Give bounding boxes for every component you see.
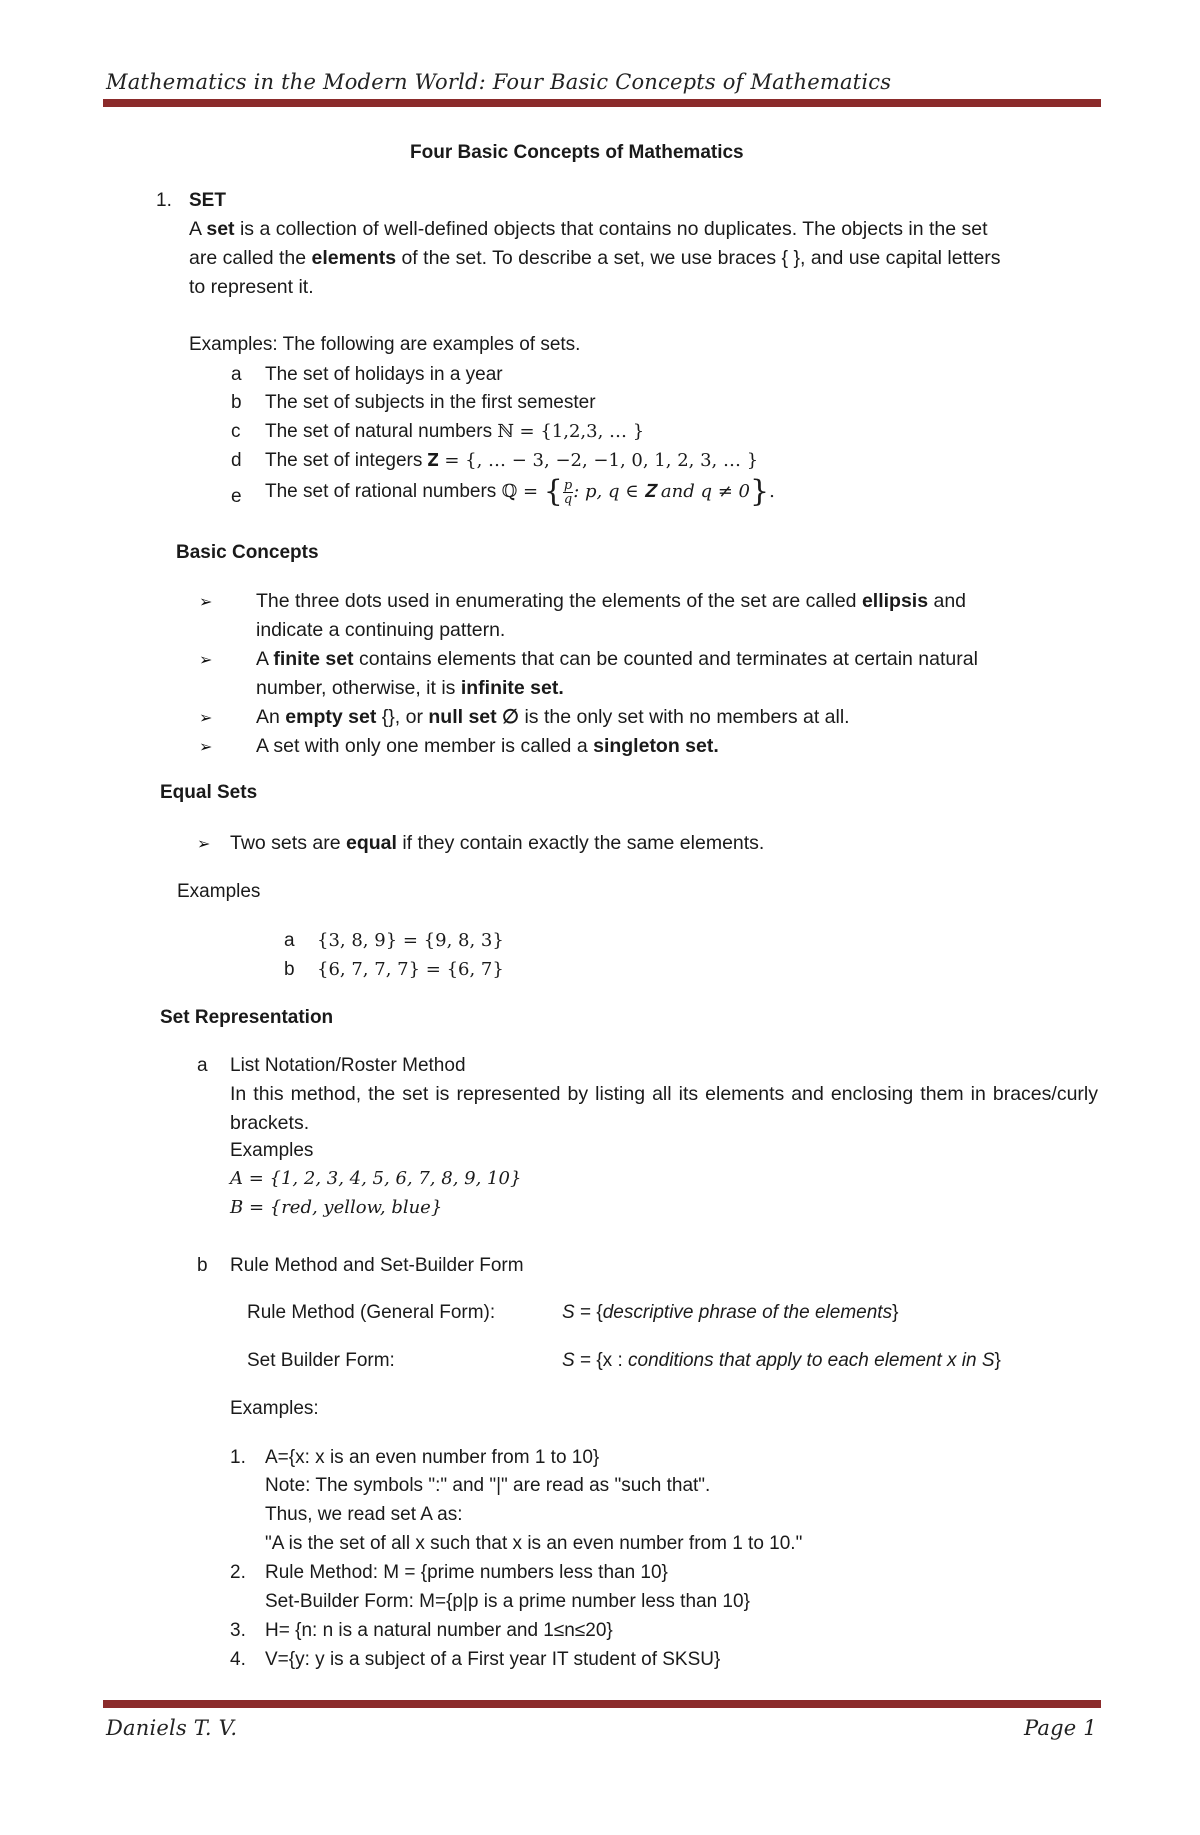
bullet-ellipsis: The three dots used in enumerating the elements of the set are called ellipsis and indicate a continuing pattern.	[256, 590, 967, 641]
list-item-number: 2.	[230, 1562, 246, 1583]
example-letter: b	[231, 392, 242, 413]
set-builder-label: Set Builder Form:	[247, 1350, 395, 1371]
bullet-finite-set: A finite set contains elements that can be counted and terminates at certain natural number, otherwise, it is infinite set.	[256, 648, 978, 699]
list-item: A={x: x is an even number from 1 to 10}	[265, 1447, 600, 1468]
example-text: The set of subjects in the first semester	[265, 392, 596, 413]
roster-example-b: B = {red, yellow, blue}	[230, 1197, 443, 1218]
bullet-equal: Two sets are equal if they contain exactly the same elements.	[230, 832, 765, 854]
section-heading-equal-sets: Equal Sets	[160, 782, 258, 803]
example-letter: a	[284, 930, 295, 951]
example-text: The set of integers 𝐙 = {, … − 3, −2, −1, 0, 1, 2, 3, … }	[265, 450, 759, 471]
footer-rule	[103, 1700, 1101, 1708]
bullet-empty-set: An empty set {}, or null set ∅ is the only set with no members at all.	[256, 706, 850, 728]
example-text: The set of holidays in a year	[265, 364, 503, 385]
set-builder-value: S = {x : conditions that apply to each element x in S}	[562, 1350, 1001, 1371]
note-line: Note: The symbols ":" and "|" are read as "such that".	[265, 1475, 711, 1496]
example-letter: a	[231, 364, 242, 385]
subsection-letter: b	[197, 1255, 208, 1276]
list-item: Rule Method: M = {prime numbers less than 10}	[265, 1562, 668, 1583]
subsection-title-rule: Rule Method and Set-Builder Form	[230, 1255, 524, 1276]
list-item-number: 3.	[230, 1620, 246, 1641]
section-heading-basic-concepts: Basic Concepts	[176, 542, 319, 563]
list-item-continuation: Set-Builder Form: M={p|p is a prime number less than 10}	[265, 1591, 750, 1612]
section-heading-set-representation: Set Representation	[160, 1007, 334, 1028]
bullet-singleton-set: A set with only one member is called a singleton set.	[256, 735, 719, 757]
list-item: V={y: y is a subject of a First year IT student of SKSU}	[265, 1649, 721, 1670]
example-letter: d	[231, 450, 242, 471]
equal-examples-label: Examples	[177, 881, 261, 902]
roster-example-a: A = {1, 2, 3, 4, 5, 6, 7, 8, 9, 10}	[230, 1168, 522, 1189]
roster-description: In this method, the set is represented by listing all its elements and enclosing them in braces/curly brackets.	[230, 1083, 1098, 1134]
rule-method-label: Rule Method (General Form):	[247, 1302, 496, 1323]
arrow-bullet-icon: ➢	[199, 710, 213, 727]
running-header: Mathematics in the Modern World: Four Basic Concepts of Mathematics	[106, 70, 892, 94]
rational-formula: ℚ = { $\frac{p}{q}$ : p, q ∈ 𝐙 and q ≠ 0}.	[501, 474, 775, 509]
page-title: Four Basic Concepts of Mathematics	[410, 142, 744, 163]
example-letter: c	[231, 421, 241, 442]
equal-example-math: {3, 8, 9} = {9, 8, 3}	[317, 930, 504, 951]
example-text: The set of natural numbers ℕ = {1,2,3, … }	[265, 421, 645, 442]
example-text: The set of rational numbers ℚ = { $\frac{p}{q}$ : p, q ∈ 𝐙 and q ≠ 0}.	[265, 474, 775, 509]
list-item-number: 4.	[230, 1649, 246, 1670]
arrow-bullet-icon: ➢	[199, 594, 213, 611]
rule-method-value: S = {descriptive phrase of the elements}	[562, 1302, 899, 1323]
arrow-bullet-icon: ➢	[199, 739, 213, 756]
example-letter: e	[231, 486, 242, 507]
note-line: Thus, we read set A as:	[265, 1504, 463, 1525]
section-number: 1.	[156, 190, 172, 211]
subsection-letter: a	[197, 1055, 208, 1076]
set-definition: A set is a collection of well-defined objects that contains no duplicates. The objects in the set are called the elements of the set. To describe a set, we use braces { }, and use capital letters to represent it.	[189, 218, 1001, 298]
header-rule	[103, 99, 1101, 107]
rule-examples-label: Examples:	[230, 1398, 319, 1419]
section-heading-set: SET	[189, 190, 226, 211]
arrow-bullet-icon: ➢	[199, 652, 213, 669]
note-line: "A is the set of all x such that x is an even number from 1 to 10."	[265, 1533, 803, 1554]
roster-examples-label: Examples	[230, 1140, 314, 1161]
example-letter: b	[284, 959, 295, 980]
footer-author: Daniels T. V.	[106, 1716, 238, 1740]
equal-example-math: {6, 7, 7, 7} = {6, 7}	[317, 959, 504, 980]
footer-page-number: Page 1	[1024, 1716, 1097, 1740]
examples-intro: Examples: The following are examples of sets.	[189, 334, 581, 355]
list-item: H= {n: n is a natural number and 1≤n≤20}	[265, 1620, 613, 1641]
arrow-bullet-icon: ➢	[197, 836, 211, 853]
subsection-title-roster: List Notation/Roster Method	[230, 1055, 466, 1076]
list-item-number: 1.	[230, 1447, 246, 1468]
